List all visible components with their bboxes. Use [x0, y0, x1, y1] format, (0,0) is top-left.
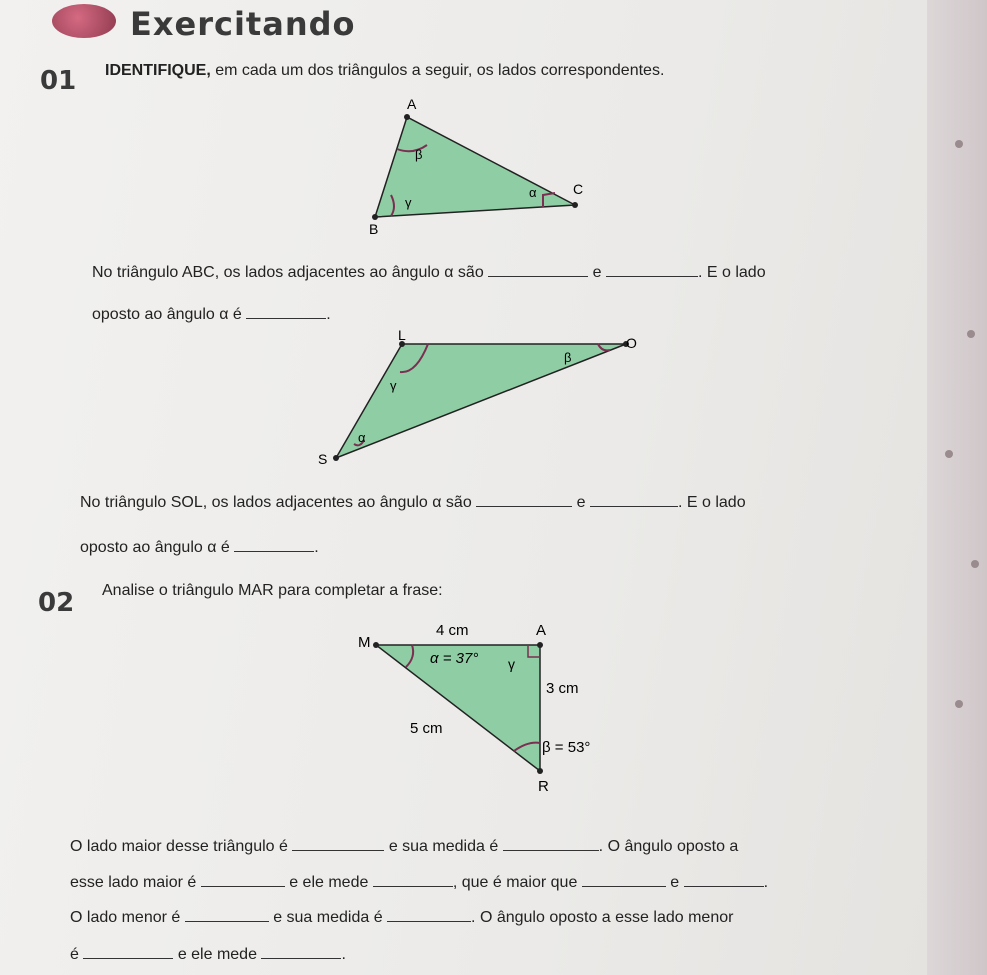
q2-line4-end: .: [341, 946, 346, 963]
q2-line2-text4: e: [670, 874, 680, 891]
question-02-instruction: Analise o triângulo MAR para completar a frase:: [102, 582, 443, 599]
vertex-a-mar: [537, 642, 543, 648]
sentence-sol-conj: e: [576, 494, 586, 511]
page-edge-strip: [927, 0, 987, 975]
sentence-sol-end: .: [314, 539, 319, 556]
blank-q2-1[interactable]: [292, 836, 384, 851]
q2-line4-text2: e ele mede: [177, 946, 257, 963]
blank-q2-5[interactable]: [582, 872, 666, 887]
blank-abc-2[interactable]: [606, 262, 698, 277]
header-decoration: [52, 4, 116, 38]
label-a-mar: A: [536, 622, 547, 639]
question-number-01: 01: [40, 66, 77, 96]
q2-line2-text1: esse lado maior é: [70, 874, 197, 891]
label-gamma: γ: [405, 195, 412, 210]
side-ar-length: 3 cm: [546, 680, 579, 697]
q2-line1-text3: . O ângulo oposto a: [598, 838, 739, 855]
blank-q2-7[interactable]: [185, 907, 269, 922]
blank-sol-2[interactable]: [590, 492, 678, 507]
blank-q2-4[interactable]: [373, 872, 453, 887]
blank-sol-3[interactable]: [234, 537, 314, 552]
label-a: A: [407, 96, 417, 112]
blank-q2-9[interactable]: [83, 944, 173, 959]
sentence-sol-line2: [80, 537, 319, 557]
sentence-abc-text2: . E o lado: [698, 264, 766, 281]
label-beta: β: [415, 147, 423, 162]
sentence-sol-line1: [80, 492, 746, 512]
label-alpha: α: [529, 185, 537, 200]
q2-line2-text3: , que é maior que: [452, 874, 578, 891]
angle-beta-value: β = 53°: [542, 739, 591, 756]
label-r: R: [538, 778, 549, 795]
q2-line3: [70, 907, 733, 927]
question-number-02: 02: [38, 588, 75, 618]
angle-gamma-label: γ: [508, 656, 515, 672]
label-gamma-2: γ: [390, 378, 397, 393]
vertex-c: [572, 202, 578, 208]
triangle-abc: [355, 95, 595, 240]
sentence-abc-text1: No triângulo ABC, os lados adjacentes ao ângulo α são: [92, 264, 484, 281]
q2-line2-end: .: [763, 874, 769, 891]
q2-line3-text2: e sua medida é: [273, 909, 383, 926]
vertex-m: [373, 642, 379, 648]
q2-line1: [70, 836, 738, 856]
blank-abc-1[interactable]: [488, 262, 588, 277]
label-b: B: [369, 221, 379, 237]
blank-q2-3[interactable]: [201, 872, 285, 887]
blank-sol-1[interactable]: [476, 492, 572, 507]
blank-q2-10[interactable]: [261, 944, 341, 959]
blank-q2-2[interactable]: [503, 836, 599, 851]
instruction-text: em cada um dos triângulos a seguir, os lados correspondentes.: [215, 62, 665, 79]
q2-line1-text2: e sua medida é: [388, 838, 499, 855]
label-s: S: [318, 451, 328, 467]
vertex-b: [372, 214, 378, 220]
sentence-abc-line2: [92, 304, 331, 324]
label-beta-2: β: [564, 350, 572, 365]
sentence-sol-text2: . E o lado: [678, 494, 746, 511]
side-ma-length: 4 cm: [436, 622, 469, 639]
angle-alpha-value: α = 37°: [430, 650, 479, 667]
blank-q2-8[interactable]: [387, 907, 471, 922]
blank-q2-6[interactable]: [684, 872, 764, 887]
vertex-s: [333, 455, 339, 461]
q2-line4: [70, 944, 346, 964]
label-o: O: [626, 335, 637, 351]
label-c: C: [573, 181, 584, 197]
page-title: Exercitando: [130, 5, 356, 43]
q2-line4-text1: é: [70, 946, 79, 963]
vertex-r: [537, 768, 543, 774]
q2-line3-text1: O lado menor é: [70, 909, 181, 926]
sentence-sol-text3: oposto ao ângulo α é: [80, 539, 230, 556]
vertex-a: [404, 114, 410, 120]
triangle-mar: [350, 615, 630, 795]
question-01-instruction: [105, 62, 664, 80]
instruction-bold: IDENTIFIQUE,: [105, 62, 211, 79]
sentence-abc-text3: oposto ao ângulo α é: [92, 306, 242, 323]
q2-line2: [70, 872, 768, 892]
label-m: M: [358, 634, 371, 651]
side-mr-length: 5 cm: [410, 720, 443, 737]
sentence-sol-text1: No triângulo SOL, os lados adjacentes ao ângulo α são: [80, 494, 472, 511]
q2-line2-text2: e ele mede: [289, 874, 369, 891]
sentence-abc-line1: [92, 262, 766, 282]
blank-abc-3[interactable]: [246, 304, 326, 319]
q2-line3-text3: . O ângulo oposto a esse lado menor: [471, 909, 734, 926]
label-l: L: [398, 330, 406, 343]
triangle-sol: [310, 330, 650, 470]
sentence-abc-end: .: [326, 306, 331, 323]
label-alpha-2: α: [358, 430, 366, 445]
q2-line1-text1: O lado maior desse triângulo é: [70, 838, 288, 855]
triangle-sol-shape: [336, 344, 626, 458]
sentence-abc-conj: e: [592, 264, 602, 281]
